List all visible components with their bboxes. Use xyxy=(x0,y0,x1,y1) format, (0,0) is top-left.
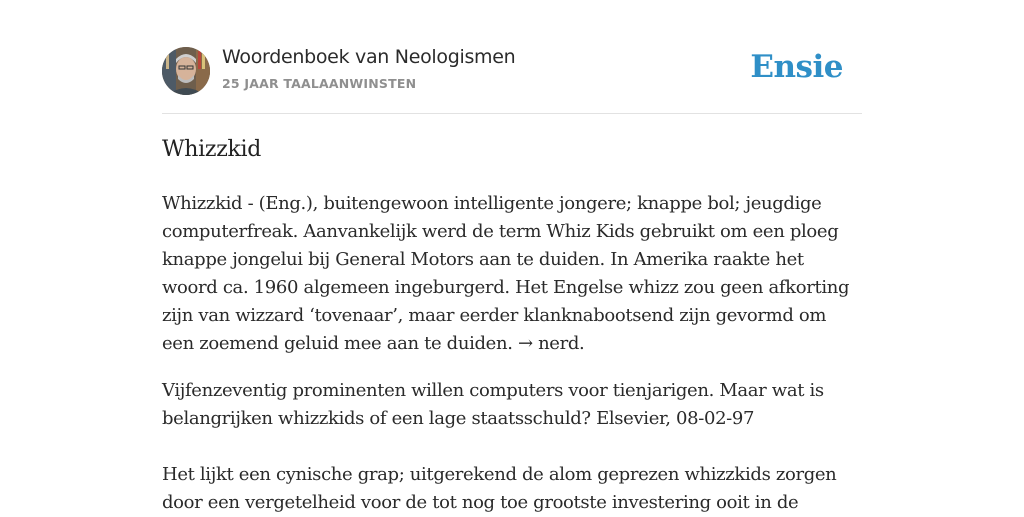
quote-paragraph-2: Het lijkt een cynische grap; uitgerekend de alom geprezen whizzkids zorgen door een vergetelheid voor de tot nog toe grootste investering ooit in de xyxy=(162,464,837,513)
entry-definition xyxy=(162,190,862,358)
arrow-right-icon: → xyxy=(517,333,533,354)
quote-paragraph-1: Vijfenzeventig prominenten willen computers voor tienjarigen. Maar wat is belangrijken whizzkids of een lage staatsschuld? Elsevier, 08-02-97 xyxy=(162,380,824,429)
page-container xyxy=(162,0,862,513)
header xyxy=(162,0,862,114)
definition-text: Whizzkid - (Eng.), buitengewoon intelligente jongere; knappe bol; jeugdige computerfreak. Aanvankelijk werd de term Whiz Kids gebruikt om een ploeg knappe jongelui bij General Motors aan te duiden. In Amerika raakte het woord ca. 1960 algemeen ingeburgerd. Het Engelse whizz zou geen afkorting zijn van wizzard ‘tovenaar’, maar eerder klanknabootsend zijn gevormd om een zoemend geluid mee aan te duiden. xyxy=(162,193,850,354)
entry-title: Whizzkid xyxy=(162,137,262,162)
cross-reference-link[interactable]: nerd. xyxy=(538,333,585,354)
site-title[interactable]: Woordenboek van Neologismen xyxy=(222,46,516,68)
author-photo-icon xyxy=(162,47,210,95)
avatar[interactable] xyxy=(162,47,210,95)
brand-logo[interactable]: Ensie xyxy=(750,49,843,85)
site-subtitle: 25 JAAR TAALAANWINSTEN xyxy=(222,76,417,91)
